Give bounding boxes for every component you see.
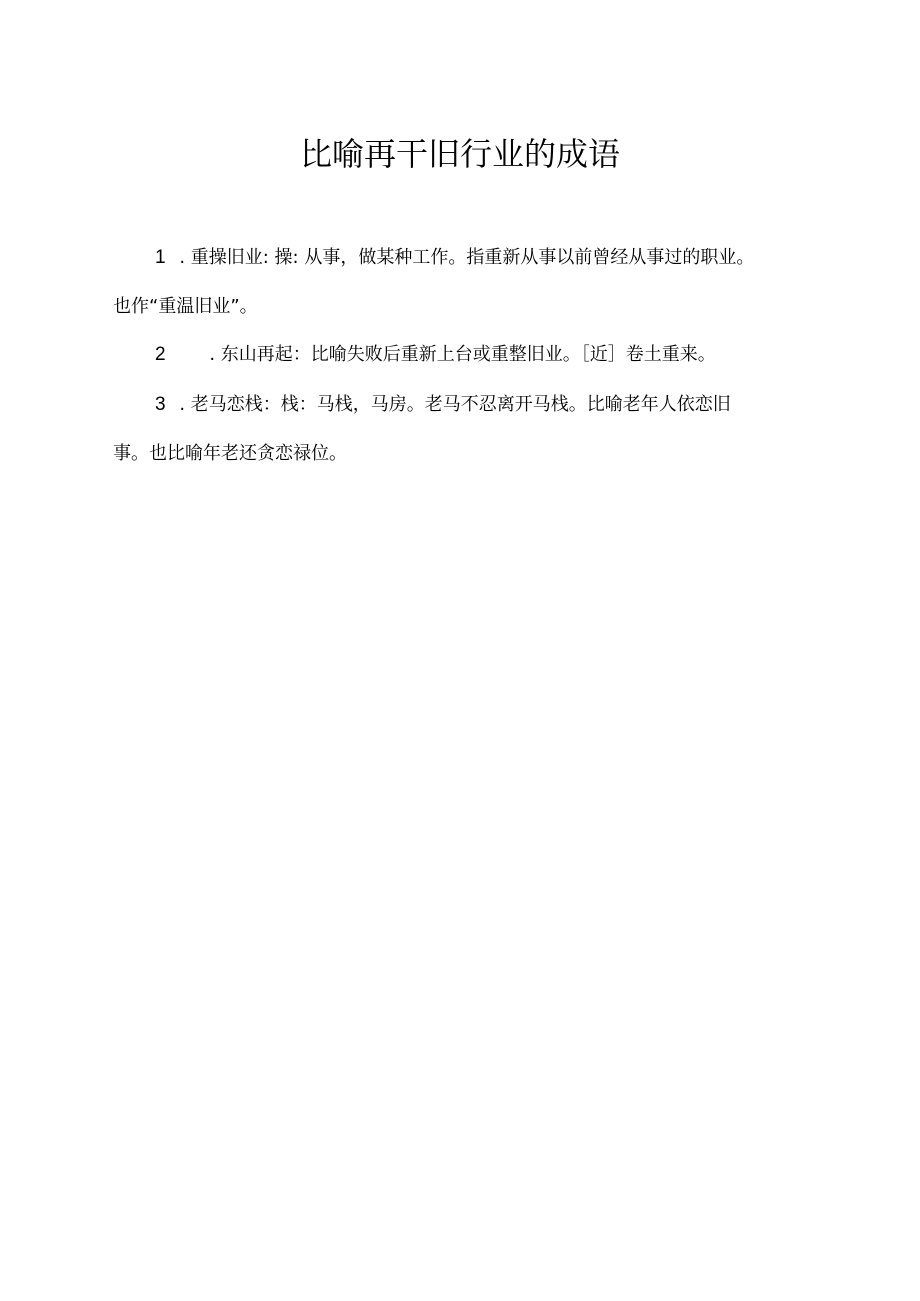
list-item-number: 3 — [155, 394, 166, 415]
list-item-text: . 重操旧业: 操: 从事，做某种工作。指重新从事以前曾经从事过的职业。 — [179, 247, 755, 268]
list-item-text: . 老马恋栈：栈：马栈，马房。老马不忍离开马栈。比喻老年人依恋旧 — [179, 394, 731, 415]
list-item-text: . 东山再起：比喻失败后重新上台或重整旧业。［近］卷土重来。 — [209, 344, 716, 365]
document-title: 比喻再干旧行业的成语 — [299, 135, 620, 173]
list-item-3-first-line — [155, 393, 731, 417]
list-item-3-second-line: 事。也比喻年老还贪恋禄位。 — [113, 443, 347, 464]
list-item-1-first-line — [155, 246, 754, 270]
list-item-2-first-line — [155, 343, 716, 367]
list-item-1-second-line: 也作“重温旧业”。 — [113, 296, 258, 317]
list-item-number: 2 — [155, 344, 166, 365]
list-item-number: 1 — [155, 247, 166, 268]
